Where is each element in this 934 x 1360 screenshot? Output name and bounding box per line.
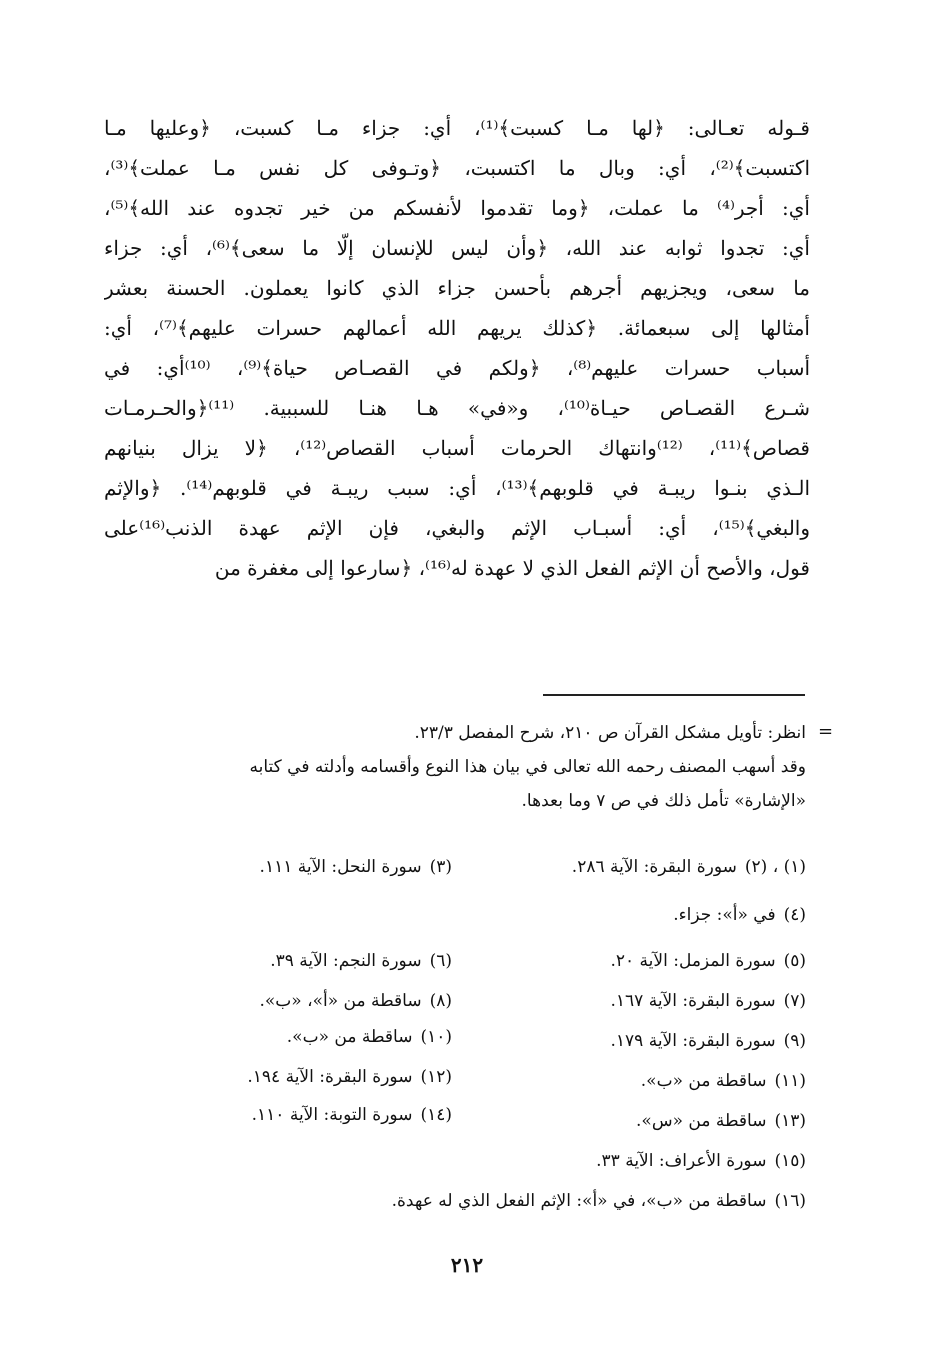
footnote-11 (641, 1066, 806, 1096)
footnote-text: في «أ»: جزاء. (673, 905, 776, 925)
continuation-marker: = (818, 721, 834, 742)
main-text-line: قـوله تعـالى: ﴿لها مـا كسبت﴾⁽¹⁾، أي: جزاء مـا كسبت، ﴿وعليها مـا (104, 116, 810, 140)
footnote-number: (٤) (783, 905, 806, 925)
main-text-line: شـرع القصـاص حيـاة⁽¹⁰⁾، و«في» هـا هنـا للسببية. ⁽¹¹⁾﴿والحـرمـات (104, 396, 810, 420)
main-text-line: قول، والأصح أن الإثم الفعل الذي لا عهدة له⁽¹⁶⁾، ﴿سارعوا إلى مغفرة من (214, 556, 810, 580)
footnote-number: (١٤) (420, 1105, 452, 1125)
footnote-number: (١١) (774, 1071, 806, 1091)
footnote-number: (١) ، (٢) (744, 857, 806, 877)
main-text-line: أسباب حسرات عليهم⁽⁸⁾، ﴿ولكم في القصـاص حياة﴾⁽⁹⁾، ⁽¹⁰⁾أي: في (104, 356, 810, 380)
footnote-text: سورة المزمل: الآية ٢٠. (610, 951, 776, 971)
footnote-4 (673, 900, 806, 930)
footnote-text: ساقطة من «ب». (286, 1027, 413, 1047)
footnote-text: سورة البقرة: الآية ١٦٧. (610, 991, 776, 1011)
footnote-number: (٩) (783, 1031, 806, 1051)
footnote-text: سورة البقرة: الآية ٢٨٦. (571, 857, 737, 877)
footnote-12 (247, 1062, 452, 1092)
footnote-separator-rule (543, 694, 805, 696)
footnote-10 (287, 1022, 452, 1052)
footnote-number: (٨) (429, 991, 452, 1011)
footnote-15 (596, 1146, 806, 1176)
footnote-text: سورة البقرة: الآية ١٧٩. (610, 1031, 776, 1051)
footnote-number: (١٣) (774, 1111, 806, 1131)
footnote-text: ساقطة من «أ»، «ب». (259, 991, 422, 1011)
footnote-14 (252, 1100, 452, 1130)
footnote-text: سورة الأعراف: الآية ٣٣. (596, 1151, 767, 1171)
footnote-7 (611, 986, 807, 1016)
footnote-text: سورة النحل: الآية ١١١. (259, 857, 422, 877)
footnote-text: ساقطة من «ب». (640, 1071, 767, 1091)
footnote-16 (392, 1186, 806, 1216)
footnote-number: (١٦) (774, 1191, 806, 1211)
footnote-number: (٣) (429, 857, 452, 877)
footnote-5 (610, 946, 806, 976)
footnote-3 (260, 852, 452, 882)
continuation-note (126, 716, 806, 818)
page-number: ٢١٢ (450, 1253, 484, 1277)
footnote-13 (636, 1106, 806, 1136)
main-text-body (104, 108, 810, 588)
footnote-8 (259, 986, 452, 1016)
footnote-text: سورة البقرة: الآية ١٩٤. (247, 1067, 413, 1087)
continuation-note-line: «الإشارة» تأمل ذلك في ص ٧ وما بعدها. (521, 791, 806, 811)
main-text-line: قصاص﴾⁽¹¹⁾، ⁽¹²⁾وانتهاك الحرمات أسباب القصاص⁽¹²⁾، ﴿لا يزال بنيانهم (104, 436, 810, 460)
main-text-line: أمثالها إلى سبعمائة. ﴿كذلك يريهم الله أعمالهم حسرات عليهم﴾⁽⁷⁾، أي: (104, 316, 810, 340)
continuation-note-line: انظر: تأويل مشكل القرآن ص ٢١٠، شرح المفصل ٢٣/٣. (414, 723, 806, 743)
footnote-text: سورة النجم: الآية ٣٩. (270, 951, 422, 971)
footnote-number: (١٥) (774, 1151, 806, 1171)
footnote-1-2 (572, 852, 806, 882)
main-text-line: والبغي﴾⁽¹⁵⁾، أي: أسبـاب الإثم والبغي، فإن الإثم عهدة الذنب⁽¹⁶⁾على (104, 516, 810, 540)
footnote-text: ساقطة من «ب»، في «أ»: الإثم الفعل الذي له عهدة. (391, 1191, 767, 1211)
main-text-line: أي: تجدوا ثوابه عند الله، ﴿وأن ليس للإنسان إلّا ما سعى﴾⁽⁶⁾، أي: جزاء (104, 236, 810, 260)
main-text-line: اكتسبت﴾⁽²⁾، أي: وبال ما اكتسبت، ﴿وتـوفى كل نفس مـا عملت﴾⁽³⁾، (104, 156, 810, 180)
footnote-number: (٥) (783, 951, 806, 971)
footnote-number: (١٠) (420, 1027, 452, 1047)
footnote-9 (611, 1026, 807, 1056)
footnote-6 (270, 946, 452, 976)
main-text-line: ما سعى، ويجزيهم أجرهم بأحسن جزاء الذي كانوا يعملون. الحسنة بعشر (104, 276, 810, 300)
footnote-text: سورة التوبة: الآية ١١٠. (251, 1105, 413, 1125)
main-text-line: أي: أجر⁽⁴⁾ ما عملت، ﴿وما تقدموا لأنفسكم من خير تجدوه عند الله﴾⁽⁵⁾، (104, 196, 810, 220)
footnote-number: (٦) (429, 951, 452, 971)
main-text-line: الـذي بنـوا ريبـة في قلوبهم﴾⁽¹³⁾، أي: سبب ريبـة في قلوبهم⁽¹⁴⁾. ﴿والإثم (104, 476, 810, 500)
footnote-number: (٧) (783, 991, 806, 1011)
footnote-number: (١٢) (420, 1067, 452, 1087)
footnote-text: ساقطة من «س». (636, 1111, 767, 1131)
continuation-note-line: وقد أسهب المصنف رحمه الله تعالى في بيان هذا النوع وأقسامه وأدلته في كتابه (249, 757, 806, 777)
